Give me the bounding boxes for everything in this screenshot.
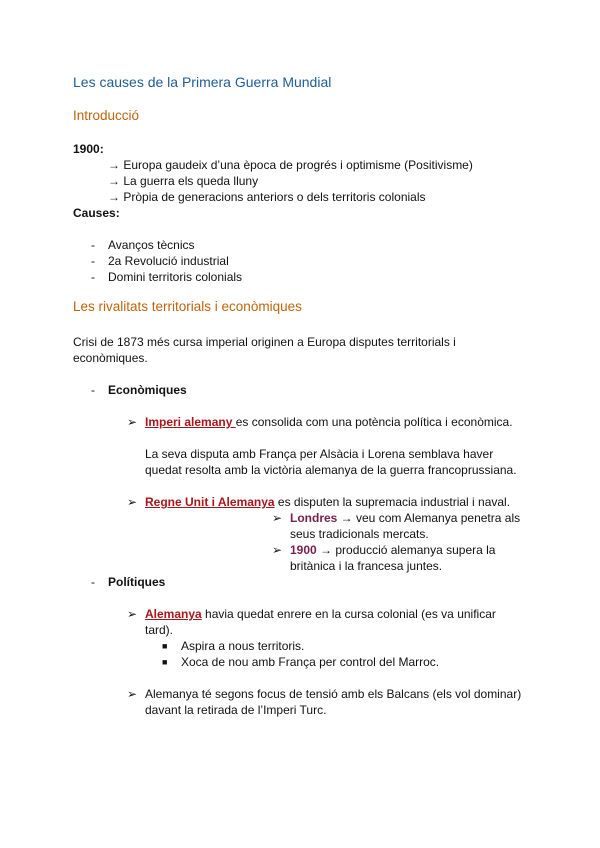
cause-item: 2a Revolució industrial <box>108 254 229 268</box>
arrowhead-bullet-icon: ➢ <box>127 495 138 509</box>
arrowhead-bullet-icon: ➢ <box>127 687 138 701</box>
alemanya-sub-item: Aspira a nous territoris. <box>181 639 305 653</box>
londres-term: Londres <box>290 511 338 525</box>
balcans-item: Alemanya té segons focus de tensió amb els Balcans (els vol dominar) <box>145 687 522 701</box>
square-bullet-icon: ■ <box>162 641 168 651</box>
year-1900-line2: britànica i la francesa juntes. <box>290 559 443 573</box>
intro-point: → Europa gaudeix d’una època de progrés i optimisme (Positivisme) <box>108 158 473 172</box>
arrow-icon: → <box>108 158 120 172</box>
dash-icon: - <box>91 575 95 589</box>
rivalries-paragraph: Crisi de 1873 més cursa imperial originen a Europa disputes territorials i <box>73 335 456 349</box>
londres-item: Londres → veu com Alemanya penetra als <box>290 511 521 525</box>
year-1900-term: 1900 <box>290 543 317 557</box>
economic-label: Econòmiques <box>108 383 187 397</box>
alemanya-term: Alemanya <box>145 607 202 621</box>
balcans-line2: davant la retirada de l’Imperi Turc. <box>145 703 327 717</box>
londres-line2: seus tradicionals mercats. <box>290 527 429 541</box>
rivalries-paragraph: econòmiques. <box>73 351 148 365</box>
cause-item: Domini territoris colonials <box>108 270 243 284</box>
alemanya-sub-item: Xoca de nou amb França per control del Marroc. <box>181 655 440 669</box>
dash-icon: - <box>91 254 95 268</box>
year-label: 1900: <box>73 142 104 156</box>
intro-point: → Pròpia de generacions anteriors o dels territoris colonials <box>108 190 426 204</box>
imperi-item: Imperi alemany es consolida com una potència política i econòmica. <box>145 415 513 429</box>
intro-heading: Introducció <box>73 108 140 123</box>
arrowhead-bullet-icon: ➢ <box>127 415 138 429</box>
causes-label: Causes: <box>73 206 120 220</box>
dash-icon: - <box>91 238 95 252</box>
imperi-note: quedat resolta amb la victòria alemanya de la guerra francoprussiana. <box>145 463 517 477</box>
alemanya-item: Alemanya havia quedat enrere en la cursa colonial (es va unificar <box>145 607 496 621</box>
cause-item: Avanços tècnics <box>108 238 195 252</box>
arrowhead-bullet-icon: ➢ <box>272 543 283 557</box>
year-1900-item: 1900 → producció alemanya supera la <box>290 543 496 557</box>
dash-icon: - <box>91 383 95 397</box>
imperi-note: La seva disputa amb França per Alsàcia i Lorena semblava haver <box>145 447 494 461</box>
dash-icon: - <box>91 270 95 284</box>
alemanya-line2: tard). <box>145 623 174 637</box>
regne-term: Regne Unit i Alemanya <box>145 495 275 509</box>
arrow-icon: → <box>108 190 120 204</box>
regne-item: Regne Unit i Alemanya es disputen la supremacia industrial i naval. <box>145 495 511 509</box>
political-label: Polítiques <box>108 575 166 589</box>
page-title: Les causes de la Primera Guerra Mundial <box>73 74 332 90</box>
rivalries-heading: Les rivalitats territorials i econòmiques <box>73 299 302 314</box>
imperi-term: Imperi alemany <box>145 415 236 429</box>
arrow-icon: → <box>108 174 120 188</box>
intro-point: → La guerra els queda lluny <box>108 174 259 188</box>
square-bullet-icon: ■ <box>162 657 168 667</box>
arrowhead-bullet-icon: ➢ <box>127 607 138 621</box>
arrowhead-bullet-icon: ➢ <box>272 511 283 525</box>
